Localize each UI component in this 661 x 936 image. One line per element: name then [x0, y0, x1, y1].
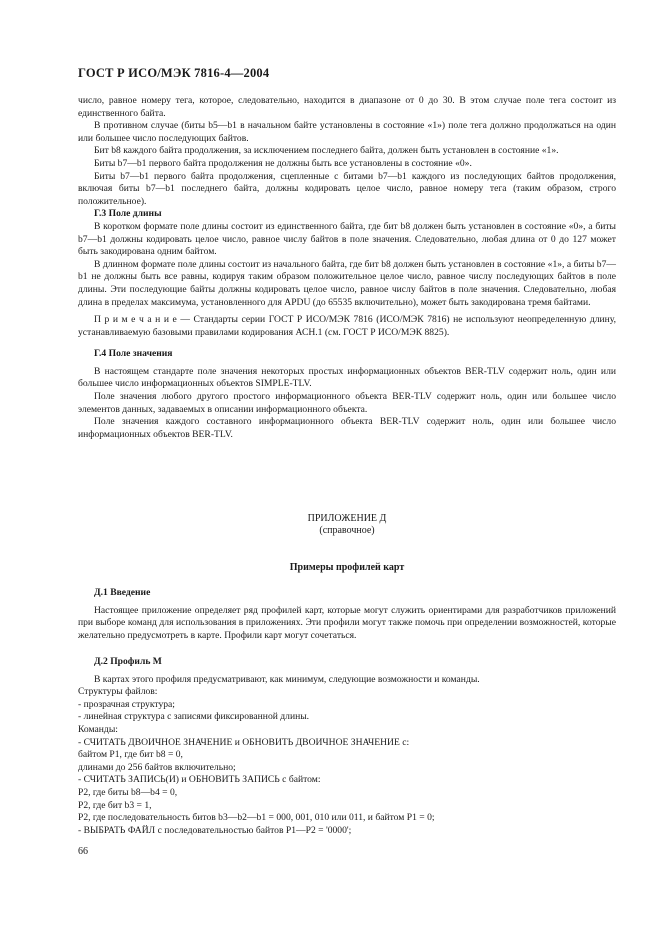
note-label: П р и м е ч а н и е: [94, 314, 177, 326]
list-line: - СЧИТАТЬ ДВОИЧНОЕ ЗНАЧЕНИЕ и ОБНОВИТЬ ДВОИЧНОЕ ЗНАЧЕНИЕ с:: [78, 736, 410, 748]
appendix-title: ПРИЛОЖЕНИЕ Д: [307, 513, 387, 524]
list-line: Команды:: [78, 723, 118, 735]
list-line: - линейная структура с записями фиксированной длины.: [78, 711, 310, 723]
list-line: - СЧИТАТЬ ЗАПИСЬ(И) и ОБНОВИТЬ ЗАПИСЬ с байтом:: [78, 774, 321, 786]
list-line: - ВЫБРАТЬ ФАЙЛ с последовательностью байтов Р1—Р2 = '0000';: [78, 824, 352, 836]
list-line: байтом Р1, где бит b8 = 0,: [78, 749, 183, 761]
note-text: — Стандарты серии ГОСТ Р ИСО/МЭК 7816 (ИСО/МЭК 7816) не используют неопределенную длину, устанавливаемую базовыми правилами кодирования АСН.1 (см. ГОСТ Р ИСО/МЭК 8825).: [78, 314, 617, 338]
section-heading-d2: Д.2 Профиль М: [94, 656, 162, 667]
paragraph: Бит b8 каждого байта продолжения, за исключением последнего байта, должен быть установлен в состояние «1».: [94, 145, 559, 157]
section-heading-g4: Г.4 Поле значения: [94, 348, 173, 360]
section-top: [78, 95, 616, 441]
list-line: - прозрачная структура;: [78, 698, 175, 710]
paragraph: Поле значения любого другого простого информационного объекта BER-TLV содержит ноль, один или большее число элементов данных, задаваемых в описании информационного объекта.: [78, 391, 616, 415]
list-line: длинами до 256 байтов включительно;: [78, 761, 236, 773]
appendix-name: Примеры профилей карт: [289, 562, 405, 573]
page-header-title: ГОСТ Р ИСО/МЭК 7816-4—2004: [78, 66, 270, 80]
section-heading-g3: Г.3 Поле длины: [94, 208, 162, 220]
list-line: Структуры файлов:: [78, 686, 158, 698]
paragraph: Биты b7—b1 первого байта продолжения, сцепленные с битами b7—b1 каждого из последующих байтов продолжения, включая биты b7—b1 последнего байта, должны кодировать целое число, равное номеру тега (таким образом, строго положительное).: [78, 170, 616, 207]
paragraph: В коротком формате поле длины состоит из единственного байта, где бит b8 должен быть установлен в состояние «0», а биты b7—b1 должны кодировать целое число, равное числу байтов в поле значения. Следовательно, любая длина от 0 до 127 может быть закодирована одним байтом.: [78, 220, 616, 258]
note-paragraph: [78, 314, 616, 339]
appendix-heading: [78, 513, 616, 538]
paragraph: В противном случае (биты b5—b1 в начальном байте установлены в состояние «1») поле тега должно продолжаться на один или большее число последующих байтов.: [78, 120, 616, 144]
paragraph: В настоящем стандарте поле значения некоторых простых информационных объектов BER-TLV содержит ноль, один или большее число информационных объектов SIMPLE-TLV.: [78, 365, 616, 390]
section-heading-d1: Д.1 Введение: [94, 587, 151, 598]
section-d1: [78, 587, 616, 642]
paragraph: Настоящее приложение определяет ряд профилей карт, которые могут служить ориентирами для разработчиков приложений при выборе команд для использования в приложениях. Эти профили могут также помочь при определении возможностей, которые желательно предусмотреть в карте. Профили карт могут сочетаться.: [78, 604, 616, 641]
paragraph: В картах этого профиля предусматривают, как минимум, следующие возможности и команды.: [94, 673, 480, 685]
section-d2: [78, 656, 616, 837]
appendix-subtitle: (справочное): [319, 525, 375, 537]
list-line: Р2, где последовательность битов b3—b2—b1 = 000, 001, 010 или 011, и байтом Р1 = 0;: [78, 812, 435, 824]
page-number: 66: [78, 846, 88, 857]
paragraph: Поле значения каждого составного информационного объекта BER-TLV содержит ноль, один или большее число информационных объектов BER-TLV.: [78, 416, 616, 440]
paragraph: В длинном формате поле длины состоит из начального байта, где бит b8 должен быть установлен в состояние «1», а биты b7—b1 не должны быть все равны, кодируя таким образом положительное целое число, равное числу последующих байтов в поле длины. Эти последующие байты должны кодировать целое число, равное числу байтов в поле значения. Следовательно, любая длина в пределах максимума, установленного для APDU (до 65535 включительно), может быть закодирована тремя байтами.: [78, 258, 616, 308]
paragraph: Биты b7—b1 первого байта продолжения не должны быть все установлены в состояние «0».: [94, 157, 472, 169]
paragraph: число, равное номеру тега, которое, следовательно, находится в диапазоне от 0 до 30. В этом случае поле тега состоит из единственного байта.: [78, 95, 616, 119]
list-line: Р2, где биты b8—b4 = 0,: [78, 786, 178, 798]
list-line: Р2, где бит b3 = 1,: [78, 799, 152, 811]
